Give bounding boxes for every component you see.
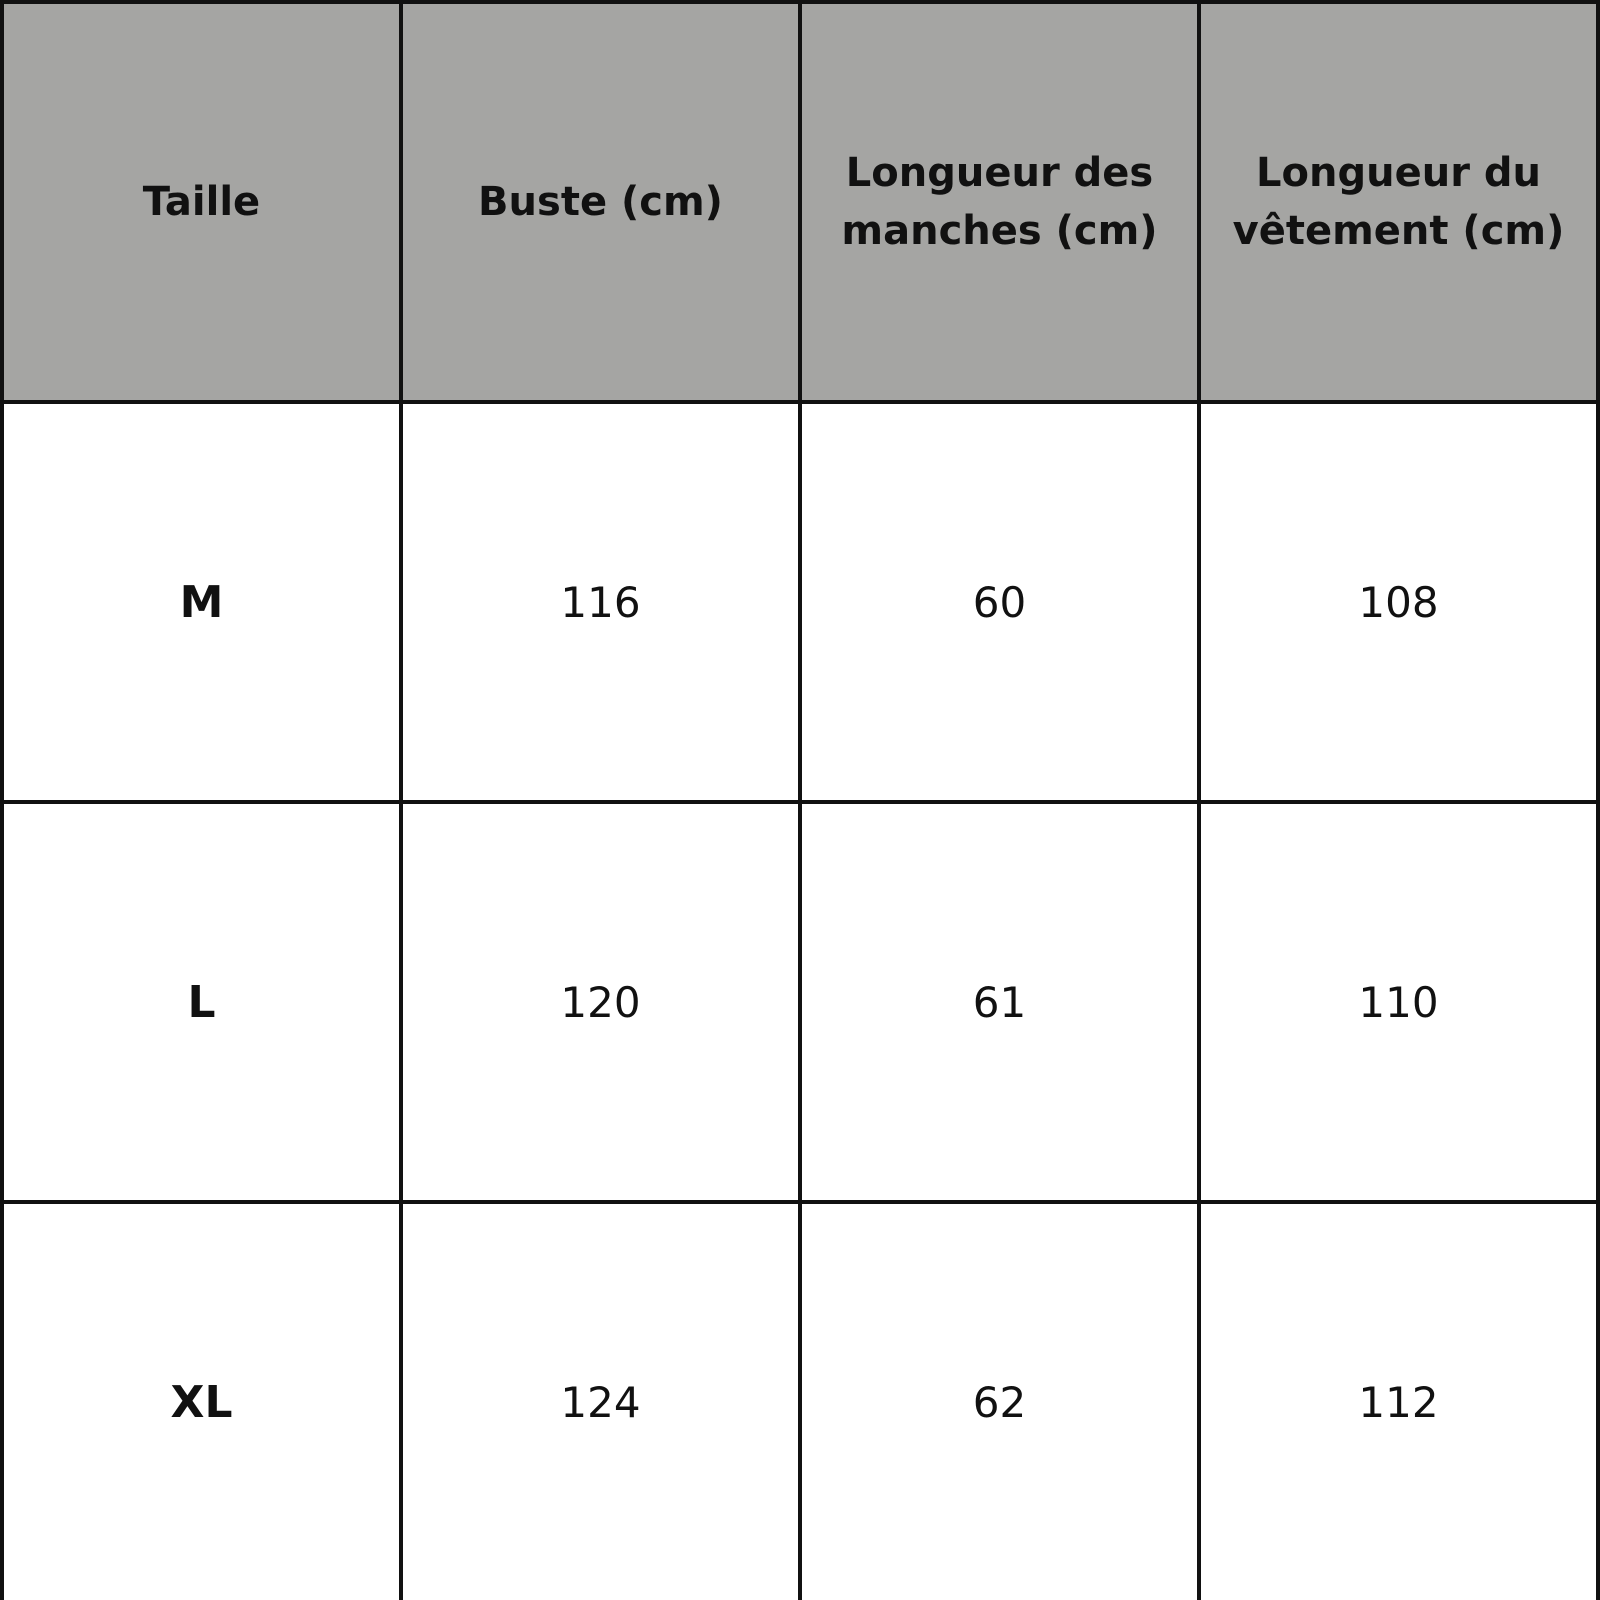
cell-size: XL — [2, 1202, 401, 1600]
cell-manches: 62 — [800, 1202, 1199, 1600]
header-longueur-vetement: Longueur du vêtement (cm) — [1199, 2, 1598, 402]
cell-manches: 61 — [800, 802, 1199, 1202]
cell-size: M — [2, 402, 401, 802]
table-row — [2, 1202, 1598, 1600]
table-header — [2, 2, 1598, 402]
header-row — [2, 2, 1598, 402]
cell-vetement: 110 — [1199, 802, 1598, 1202]
header-buste: Buste (cm) — [401, 2, 800, 402]
cell-vetement: 112 — [1199, 1202, 1598, 1600]
cell-buste: 120 — [401, 802, 800, 1202]
cell-vetement: 108 — [1199, 402, 1598, 802]
cell-buste: 116 — [401, 402, 800, 802]
table-row — [2, 402, 1598, 802]
header-longueur-manches: Longueur des manches (cm) — [800, 2, 1199, 402]
header-taille: Taille — [2, 2, 401, 402]
table-row — [2, 802, 1598, 1202]
cell-manches: 60 — [800, 402, 1199, 802]
table-body — [2, 402, 1598, 1600]
cell-size: L — [2, 802, 401, 1202]
cell-buste: 124 — [401, 1202, 800, 1600]
